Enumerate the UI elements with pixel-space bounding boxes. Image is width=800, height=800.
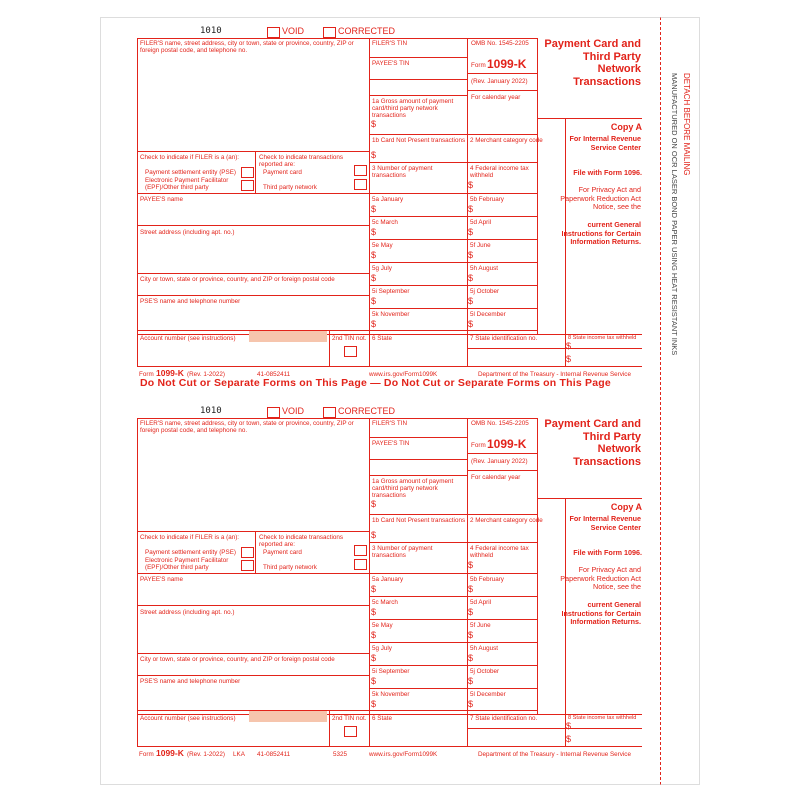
box-3-label: 3 Number of payment transactions xyxy=(372,545,433,559)
form-rev: (Rev. January 2022) xyxy=(471,458,528,465)
box-1b-label: 1b Card Not Present transactions xyxy=(372,137,466,144)
pse-checkbox[interactable] xyxy=(241,547,254,558)
dollar-sign: $ xyxy=(468,204,474,214)
void-label: VOID xyxy=(282,26,305,36)
footer-rev: (Rev. 1-2022) xyxy=(187,371,226,378)
footer-form-word: Form xyxy=(139,371,154,378)
file-with: File with Form 1096. xyxy=(573,168,642,177)
dollar-sign: $ xyxy=(468,273,474,283)
filer-info-label: FILER'S name, street address, city or town, state or province, country, ZIP or foreign postal code, and telephone no. xyxy=(140,40,354,54)
detach-text: DETACH BEFORE MAILING xyxy=(682,73,691,176)
footer-cat: 41-0852411 xyxy=(257,751,291,758)
dollar-sign: $ xyxy=(566,721,572,731)
box-1b-label: 1b Card Not Present transactions xyxy=(372,517,466,524)
corrected-checkbox[interactable] xyxy=(323,407,336,418)
dollar-sign: $ xyxy=(468,296,474,306)
month-label: 5a January xyxy=(372,196,404,203)
month-label: 5e May xyxy=(372,622,393,629)
box-2-label: 2 Merchant category code xyxy=(470,137,543,144)
footer-dept: Department of the Treasury - Internal Revenue Service xyxy=(478,371,631,378)
dollar-sign: $ xyxy=(371,204,377,214)
street-label: Street address (including apt. no.) xyxy=(140,229,235,236)
account-label: Account number (see instructions) xyxy=(140,335,236,342)
month-label: 5j October xyxy=(470,288,500,295)
for-irs: For Internal Revenue Service Center xyxy=(569,134,641,152)
month-label: 5i September xyxy=(372,288,410,295)
box-2-label: 2 Merchant category code xyxy=(470,517,543,524)
payment-card-label: Payment card xyxy=(263,549,302,556)
dollar-sign: $ xyxy=(468,699,474,709)
dollar-sign: $ xyxy=(468,676,474,686)
check-filer-label: Check to indicate if FILER is a (an): xyxy=(140,154,240,161)
copy-label: Copy A xyxy=(610,502,642,512)
corrected-label: CORRECTED xyxy=(338,406,396,416)
city-label: City or town, state or province, country, and ZIP or foreign postal code xyxy=(140,656,335,663)
account-label: Account number (see instructions) xyxy=(140,715,236,722)
month-label: 5b February xyxy=(470,576,504,583)
for-irs: For Internal Revenue Service Center xyxy=(569,514,641,532)
footer-num: 5325 xyxy=(333,751,348,758)
privacy-instructions: current General Instructions for Certain Information Returns. xyxy=(561,600,641,626)
void-label: VOID xyxy=(282,406,305,416)
month-label: 5e May xyxy=(372,242,393,249)
dollar-sign: $ xyxy=(371,273,377,283)
dollar-sign: $ xyxy=(371,296,377,306)
third-party-checkbox[interactable] xyxy=(354,559,367,570)
filer-tin-label: FILER'S TIN xyxy=(372,40,408,47)
form-name: 1099-K xyxy=(487,437,527,451)
form-code: 1010 xyxy=(200,26,222,36)
form-title: Payment Card and Third Party Network Transactions xyxy=(544,38,641,88)
form-copy-bottom xyxy=(137,406,642,788)
corrected-label: CORRECTED xyxy=(338,26,396,36)
payee-name-label: PAYEE'S name xyxy=(140,576,183,583)
dollar-sign: $ xyxy=(371,699,377,709)
dollar-sign: $ xyxy=(371,150,377,160)
dollar-sign: $ xyxy=(566,341,572,351)
month-label: 5f June xyxy=(470,242,491,249)
footer-dept: Department of the Treasury - Internal Revenue Service xyxy=(478,751,631,758)
account-shade xyxy=(249,711,327,722)
dollar-sign: $ xyxy=(468,653,474,663)
month-label: 5j October xyxy=(470,668,500,675)
month-label: 5c March xyxy=(372,599,398,606)
dollar-sign: $ xyxy=(468,227,474,237)
check-transactions-label: Check to indicate transactions reported are: xyxy=(259,534,344,548)
month-label: 5h August xyxy=(470,645,499,652)
month-label: 5h August xyxy=(470,265,499,272)
month-label: 5c March xyxy=(372,219,398,226)
box-6-label: 6 State xyxy=(372,335,392,342)
dollar-sign: $ xyxy=(468,607,474,617)
dollar-sign: $ xyxy=(468,319,474,329)
dollar-sign: $ xyxy=(566,354,572,364)
month-label: 5b February xyxy=(470,196,504,203)
month-label: 5l December xyxy=(470,691,506,698)
filer-tin-label: FILER'S TIN xyxy=(372,420,408,427)
form-title: Payment Card and Third Party Network Transactions xyxy=(544,418,641,468)
form-word: Form xyxy=(471,62,486,69)
dollar-sign: $ xyxy=(371,499,377,509)
second-tin-label: 2nd TIN not. xyxy=(332,335,367,342)
box-8-label: 8 State income tax withheld xyxy=(568,335,637,341)
month-label: 5d April xyxy=(470,219,492,226)
second-tin-label: 2nd TIN not. xyxy=(332,715,367,722)
file-with: File with Form 1096. xyxy=(573,548,642,557)
footer-url: www.irs.gov/Form1099K xyxy=(369,371,438,378)
dollar-sign: $ xyxy=(371,653,377,663)
dollar-sign: $ xyxy=(371,227,377,237)
footer-form-name: 1099-K xyxy=(156,368,184,378)
corrected-checkbox[interactable] xyxy=(323,27,336,38)
dollar-sign: $ xyxy=(468,560,474,570)
second-tin-checkbox[interactable] xyxy=(344,726,357,737)
dollar-sign: $ xyxy=(371,584,377,594)
payee-tin-label: PAYEE'S TIN xyxy=(372,60,410,67)
second-tin-checkbox[interactable] xyxy=(344,346,357,357)
payment-card-checkbox[interactable] xyxy=(354,165,367,176)
third-party-label: Third party network xyxy=(263,184,317,191)
copy-label: Copy A xyxy=(610,122,642,132)
omb-number: OMB No. 1545-2205 xyxy=(471,420,529,427)
box-6-label: 6 State xyxy=(372,715,392,722)
epf-checkbox[interactable] xyxy=(241,560,254,571)
filer-info-label: FILER'S name, street address, city or town, state or province, country, ZIP or foreign postal code, and telephone no. xyxy=(140,420,354,434)
footer-rev: (Rev. 1-2022) xyxy=(187,751,226,758)
check-transactions-label: Check to indicate transactions reported are: xyxy=(259,154,344,168)
void-checkbox[interactable] xyxy=(267,407,280,418)
third-party-checkbox[interactable] xyxy=(354,179,367,190)
month-label: 5g July xyxy=(372,645,392,652)
box-4-label: 4 Federal income tax withheld xyxy=(470,165,529,179)
dollar-sign: $ xyxy=(468,584,474,594)
box-4-label: 4 Federal income tax withheld xyxy=(470,545,529,559)
pse-checkbox[interactable] xyxy=(241,167,254,178)
payee-name-label: PAYEE'S name xyxy=(140,196,183,203)
month-label: 5k November xyxy=(372,311,410,318)
city-label: City or town, state or province, country, and ZIP or foreign postal code xyxy=(140,276,335,283)
dollar-sign: $ xyxy=(371,319,377,329)
form-rev: (Rev. January 2022) xyxy=(471,78,528,85)
calendar-year: For calendar year xyxy=(471,94,521,101)
payment-card-label: Payment card xyxy=(263,169,302,176)
box-1a-label: 1a Gross amount of payment card/third party network transactions xyxy=(372,98,454,119)
privacy-instructions: current General Instructions for Certain Information Returns. xyxy=(561,220,641,246)
street-label: Street address (including apt. no.) xyxy=(140,609,235,616)
month-label: 5a January xyxy=(372,576,404,583)
box-1a-label: 1a Gross amount of payment card/third party network transactions xyxy=(372,478,454,499)
month-label: 5g July xyxy=(372,265,392,272)
form-copy-top xyxy=(137,26,642,408)
form-code: 1010 xyxy=(200,406,222,416)
void-checkbox[interactable] xyxy=(267,27,280,38)
month-label: 5d April xyxy=(470,599,492,606)
footer-url: www.irs.gov/Form1099K xyxy=(369,751,438,758)
form-name: 1099-K xyxy=(487,57,527,71)
detach-stub xyxy=(660,17,700,785)
month-label: 5k November xyxy=(372,691,410,698)
form-word: Form xyxy=(471,442,486,449)
third-party-label: Third party network xyxy=(263,564,317,571)
box-7-label: 7 State identification no. xyxy=(470,715,538,722)
box-8-label: 8 State income tax withheld xyxy=(568,715,637,721)
payment-card-checkbox[interactable] xyxy=(354,545,367,556)
pse-label: Payment settlement entity (PSE) xyxy=(145,549,236,556)
dollar-sign: $ xyxy=(371,607,377,617)
privacy-notice: For Privacy Act and Paperwork Reduction Act Notice, see the xyxy=(560,185,641,211)
month-label: 5l December xyxy=(470,311,506,318)
dollar-sign: $ xyxy=(371,250,377,260)
box-7-label: 7 State identification no. xyxy=(470,335,538,342)
epf-label: Electronic Payment Facilitator (EPF)/Other third party xyxy=(145,177,229,191)
dollar-sign: $ xyxy=(468,250,474,260)
box-3-label: 3 Number of payment transactions xyxy=(372,165,433,179)
month-label: 5i September xyxy=(372,668,410,675)
pse-label: Payment settlement entity (PSE) xyxy=(145,169,236,176)
pse-name-label: PSE'S name and telephone number xyxy=(140,298,241,305)
dollar-sign: $ xyxy=(371,119,377,129)
dollar-sign: $ xyxy=(371,676,377,686)
calendar-year: For calendar year xyxy=(471,474,521,481)
month-label: 5f June xyxy=(470,622,491,629)
footer-form-word: Form xyxy=(139,751,154,758)
manufactured-text: MANUFACTURED ON OCR LASER BOND PAPER USING HEAT RESISTANT INKS xyxy=(670,73,679,356)
footer-form-name: 1099-K xyxy=(156,748,184,758)
dollar-sign: $ xyxy=(371,630,377,640)
footer-cat: 41-0852411 xyxy=(257,371,291,378)
separator-text: Do Not Cut or Separate Forms on This Page — Do Not Cut or Separate Forms on This Page xyxy=(140,377,611,389)
privacy-notice: For Privacy Act and Paperwork Reduction Act Notice, see the xyxy=(560,565,641,591)
epf-checkbox[interactable] xyxy=(241,180,254,191)
footer-lka: LKA xyxy=(233,751,245,758)
check-filer-label: Check to indicate if FILER is a (an): xyxy=(140,534,240,541)
dollar-sign: $ xyxy=(566,734,572,744)
account-shade xyxy=(249,331,327,342)
dollar-sign: $ xyxy=(468,180,474,190)
dollar-sign: $ xyxy=(468,630,474,640)
epf-label: Electronic Payment Facilitator (EPF)/Other third party xyxy=(145,557,229,571)
payee-tin-label: PAYEE'S TIN xyxy=(372,440,410,447)
omb-number: OMB No. 1545-2205 xyxy=(471,40,529,47)
dollar-sign: $ xyxy=(371,530,377,540)
pse-name-label: PSE'S name and telephone number xyxy=(140,678,241,685)
